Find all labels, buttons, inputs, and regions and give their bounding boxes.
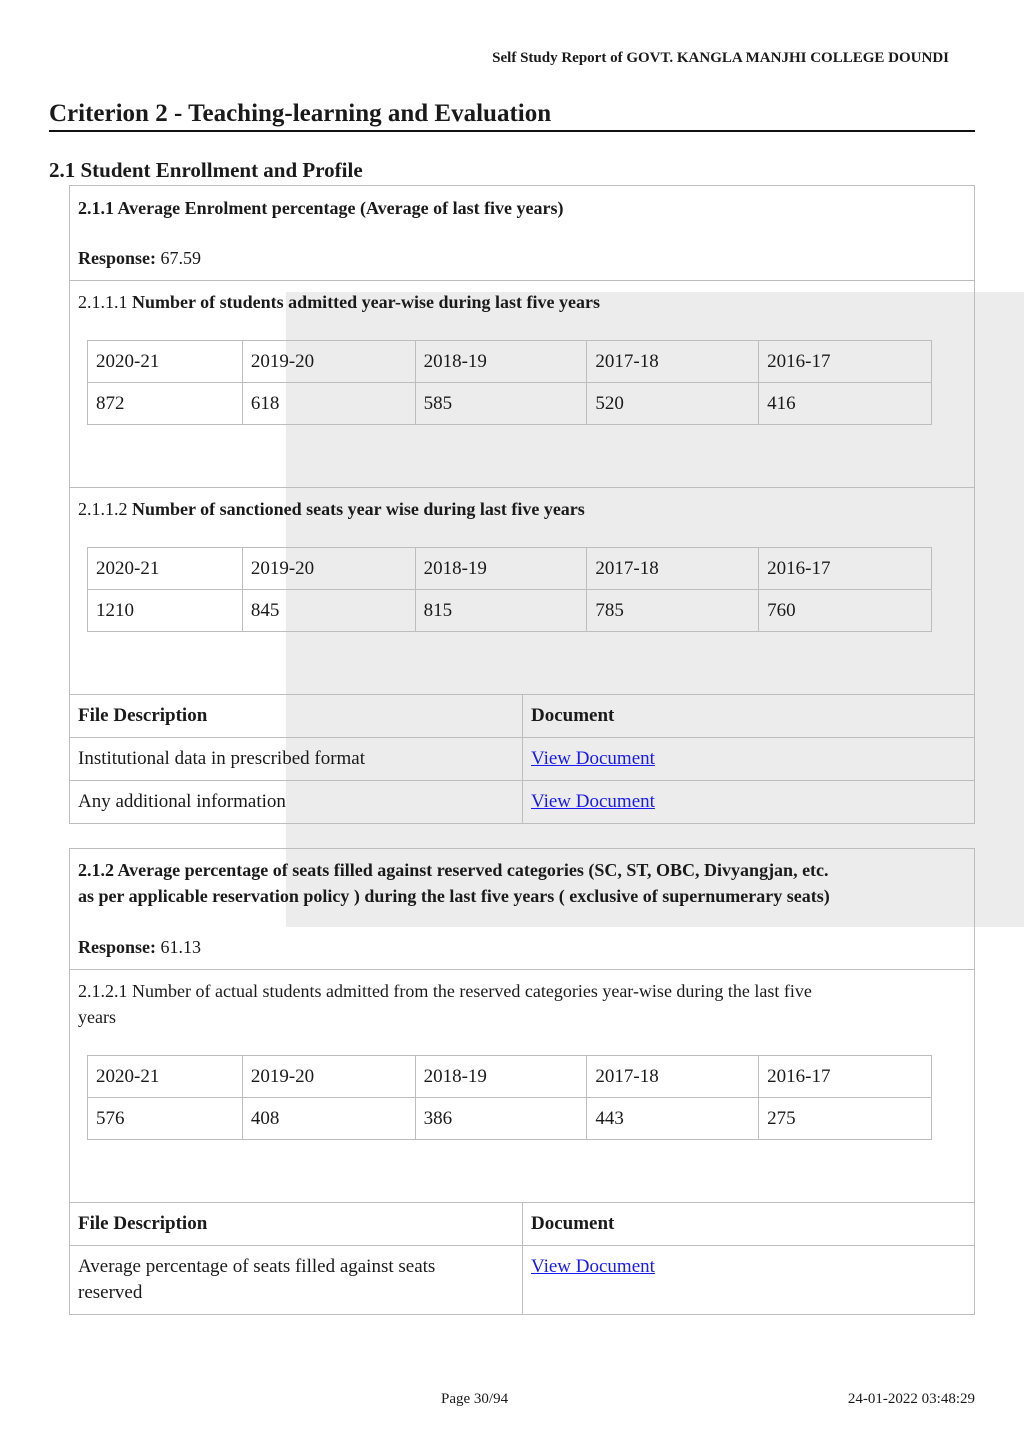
file-description-line: reserved xyxy=(78,1282,143,1303)
file-description: Any additional information xyxy=(70,781,523,824)
year-cell: 2018-19 xyxy=(415,341,587,383)
table-row xyxy=(88,548,932,590)
year-cell: 2017-18 xyxy=(587,548,759,590)
file-description-table xyxy=(69,1202,975,1315)
value-cell: 872 xyxy=(88,383,243,425)
metric-212-title xyxy=(70,857,838,909)
value-cell: 386 xyxy=(415,1098,587,1140)
sub-label-text: Number of sanctioned seats year wise during last five years xyxy=(132,499,585,519)
table-row xyxy=(88,590,932,632)
year-cell: 2016-17 xyxy=(759,1056,932,1098)
value-cell: 275 xyxy=(759,1098,932,1140)
metric-212-title-line: 2.1.2 Average percentage of seats filled against reserved categories (SC, ST, OBC, Divyangjan, etc. xyxy=(78,860,829,880)
response-value: 67.59 xyxy=(160,248,202,268)
year-cell: 2018-19 xyxy=(415,1056,587,1098)
table-row xyxy=(88,1098,932,1140)
table-row xyxy=(88,341,932,383)
metric-2112-label xyxy=(70,496,593,522)
year-cell: 2016-17 xyxy=(759,548,932,590)
sub-label-line: 2.1.2.1 Number of actual students admitted from the reserved categories year-wise during the last five xyxy=(78,981,812,1001)
table-row xyxy=(70,781,975,824)
value-cell: 585 xyxy=(415,383,587,425)
sub-number: 2.1.1.2 xyxy=(78,499,128,519)
table-row xyxy=(70,1203,975,1246)
document-header: Document xyxy=(523,1203,975,1246)
value-cell: 618 xyxy=(242,383,415,425)
table-row xyxy=(70,738,975,781)
response-value: 61.13 xyxy=(160,937,202,957)
file-description-table xyxy=(69,694,975,824)
section-title: 2.1 Student Enrollment and Profile xyxy=(49,158,363,182)
metric-212-title-line: as per applicable reservation policy ) during the last five years ( exclusive of supernumerary seats) xyxy=(78,886,830,906)
document-header: Document xyxy=(523,695,975,738)
document-cell xyxy=(523,738,975,781)
file-description: Institutional data in prescribed format xyxy=(70,738,523,781)
value-cell: 408 xyxy=(242,1098,415,1140)
value-cell: 845 xyxy=(242,590,415,632)
admitted-students-table xyxy=(87,340,932,425)
metric-212-response xyxy=(70,937,209,958)
file-description xyxy=(70,1246,523,1315)
year-cell: 2018-19 xyxy=(415,548,587,590)
response-label: Response: xyxy=(78,248,157,268)
sub-label-line: years xyxy=(78,1007,116,1027)
year-cell: 2019-20 xyxy=(242,341,415,383)
value-cell: 443 xyxy=(587,1098,759,1140)
response-label: Response: xyxy=(78,937,157,957)
year-cell: 2020-21 xyxy=(88,548,243,590)
table-row xyxy=(88,383,932,425)
sanctioned-seats-table xyxy=(87,547,932,632)
sub-label-text: Number of students admitted year-wise during last five years xyxy=(132,292,600,312)
page-number: Page 30/94 xyxy=(441,1391,509,1407)
metric-2111-label xyxy=(70,289,608,315)
table-row xyxy=(70,1246,975,1315)
view-document-link[interactable]: View Document xyxy=(531,1256,655,1277)
criterion-title: Criterion 2 - Teaching-learning and Evaluation xyxy=(49,100,975,132)
reserved-admitted-table xyxy=(87,1055,932,1140)
year-cell: 2020-21 xyxy=(88,1056,243,1098)
metric-2121-label xyxy=(70,978,820,1030)
document-cell xyxy=(523,1246,975,1315)
file-description-header: File Description xyxy=(70,1203,523,1246)
value-cell: 1210 xyxy=(88,590,243,632)
value-cell: 576 xyxy=(88,1098,243,1140)
value-cell: 520 xyxy=(587,383,759,425)
generated-datetime: 24-01-2022 03:48:29 xyxy=(847,1391,975,1407)
value-cell: 785 xyxy=(587,590,759,632)
document-cell xyxy=(523,781,975,824)
file-description-header: File Description xyxy=(70,695,523,738)
report-header: Self Study Report of GOVT. KANGLA MANJHI COLLEGE DOUNDI xyxy=(492,50,949,66)
year-cell: 2019-20 xyxy=(242,548,415,590)
metric-211-response xyxy=(70,248,209,269)
metric-211-title: 2.1.1 Average Enrolment percentage (Average of last five years) xyxy=(78,198,564,218)
year-cell: 2017-18 xyxy=(587,1056,759,1098)
year-cell: 2020-21 xyxy=(88,341,243,383)
value-cell: 815 xyxy=(415,590,587,632)
table-row xyxy=(70,695,975,738)
metric-212-box xyxy=(69,848,975,970)
table-row xyxy=(88,1056,932,1098)
metric-211-box xyxy=(69,185,975,281)
value-cell: 416 xyxy=(759,383,932,425)
year-cell: 2019-20 xyxy=(242,1056,415,1098)
view-document-link[interactable]: View Document xyxy=(531,748,655,769)
file-description-line: Average percentage of seats filled against seats xyxy=(78,1256,436,1277)
sub-number: 2.1.1.1 xyxy=(78,292,128,312)
year-cell: 2017-18 xyxy=(587,341,759,383)
year-cell: 2016-17 xyxy=(759,341,932,383)
value-cell: 760 xyxy=(759,590,932,632)
view-document-link[interactable]: View Document xyxy=(531,791,655,812)
